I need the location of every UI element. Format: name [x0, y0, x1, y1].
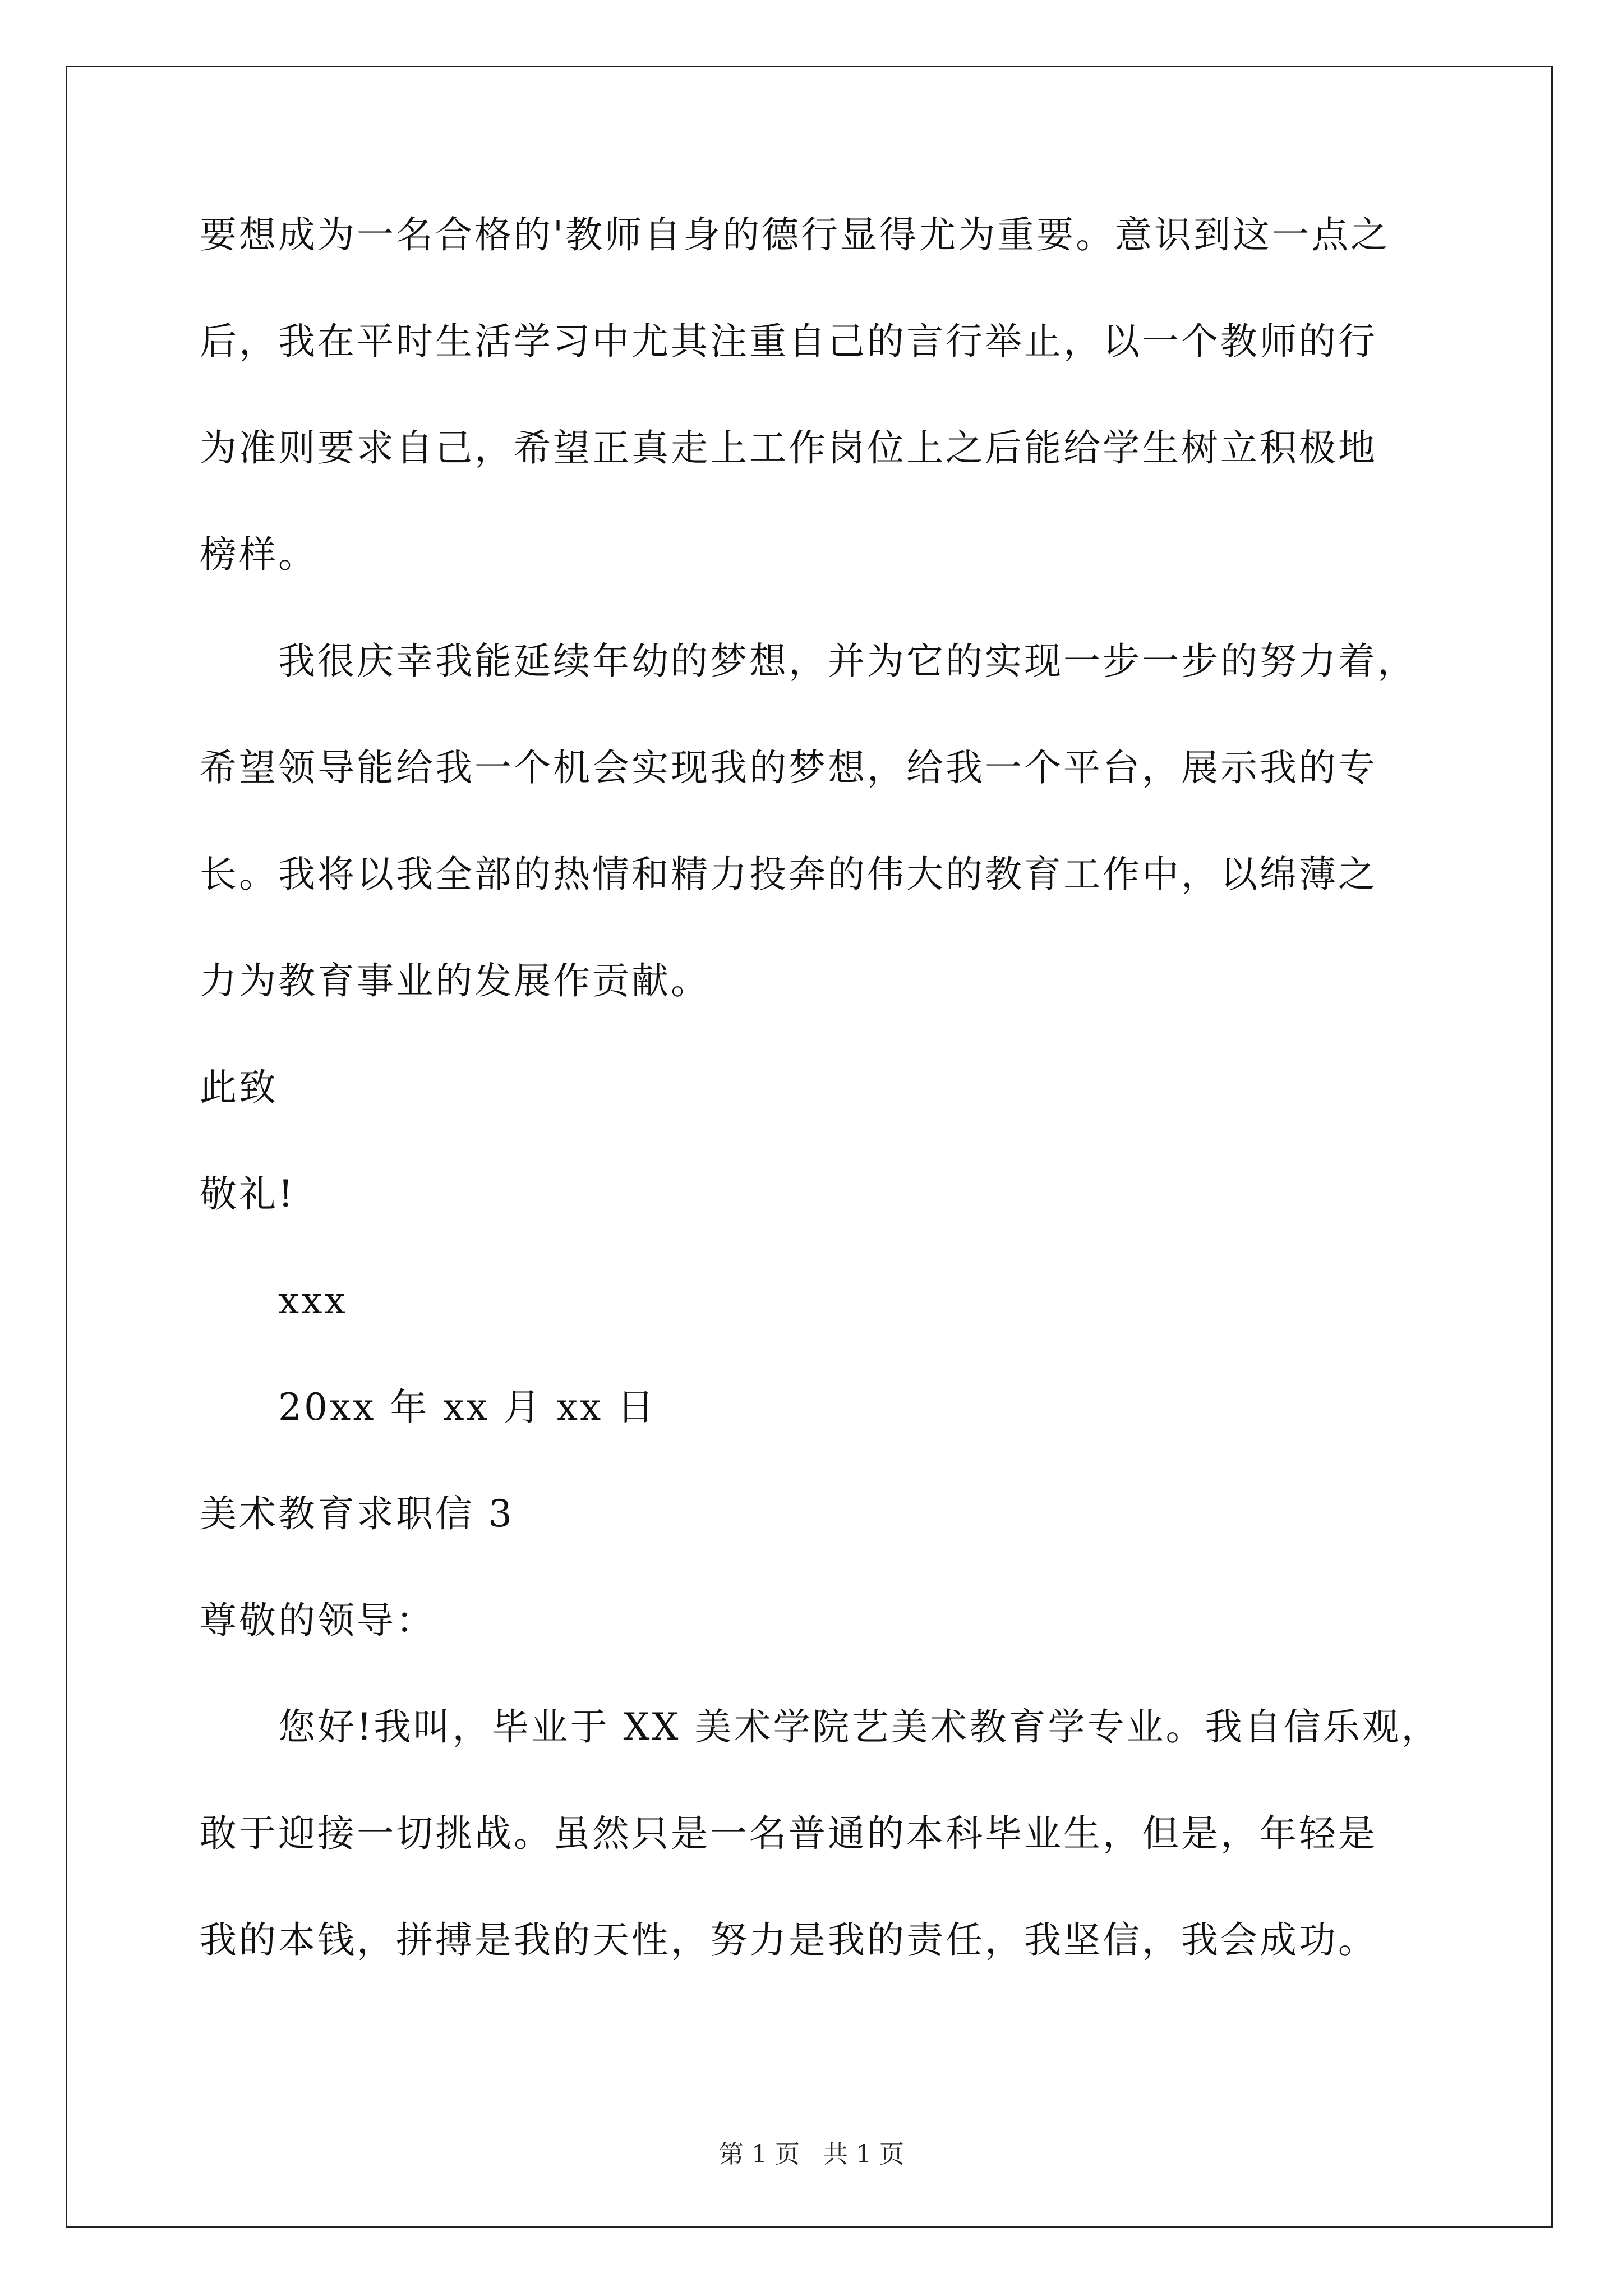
text-line: 我很庆幸我能延续年幼的梦想，并为它的实现一步一步的努力着，	[278, 639, 1417, 683]
text-line: 我的本钱，拼搏是我的天性，努力是我的责任，我坚信，我会成功。	[200, 1918, 1377, 1962]
text-line: 为准则要求自己，希望正真走上工作岗位上之后能给学生树立积极地	[200, 426, 1377, 470]
text-line: 后，我在平时生活学习中尤其注重自己的言行举止，以一个教师的行	[200, 320, 1377, 363]
text-line: 您好!我叫，毕业于 XX 美术学院艺美术教育学专业。我自信乐观，	[278, 1705, 1441, 1749]
text-line: 希望领导能给我一个机会实现我的梦想，给我一个平台，展示我的专	[200, 746, 1377, 789]
text-line: 榜样。	[200, 533, 317, 576]
page-number-total: 共 1 页	[823, 2140, 904, 2169]
page-footer	[0, 2139, 1623, 2170]
text-line: 敢于迎接一切挑战。虽然只是一名普通的本科毕业生，但是，年轻是	[200, 1812, 1377, 1855]
document-body	[200, 209, 1490, 2021]
signature-date: 20xx 年 xx 月 xx 日	[278, 1386, 657, 1429]
greeting: 尊敬的领导：	[200, 1599, 435, 1642]
text-line: 要想成为一名合格的'教师自身的德行显得尤为重要。意识到这一点之	[200, 213, 1390, 256]
closing-salutation: 此致	[200, 1066, 278, 1109]
text-line: 长。我将以我全部的热情和精力投奔的伟大的教育工作中，以绵薄之	[200, 853, 1377, 896]
closing-regards: 敬礼!	[200, 1172, 296, 1216]
section-heading: 美术教育求职信 3	[200, 1492, 514, 1535]
page-number-current: 第 1 页	[719, 2140, 800, 2169]
signature-name: xxx	[278, 1279, 348, 1322]
text-line: 力为教育事业的发展作贡献。	[200, 959, 710, 1002]
